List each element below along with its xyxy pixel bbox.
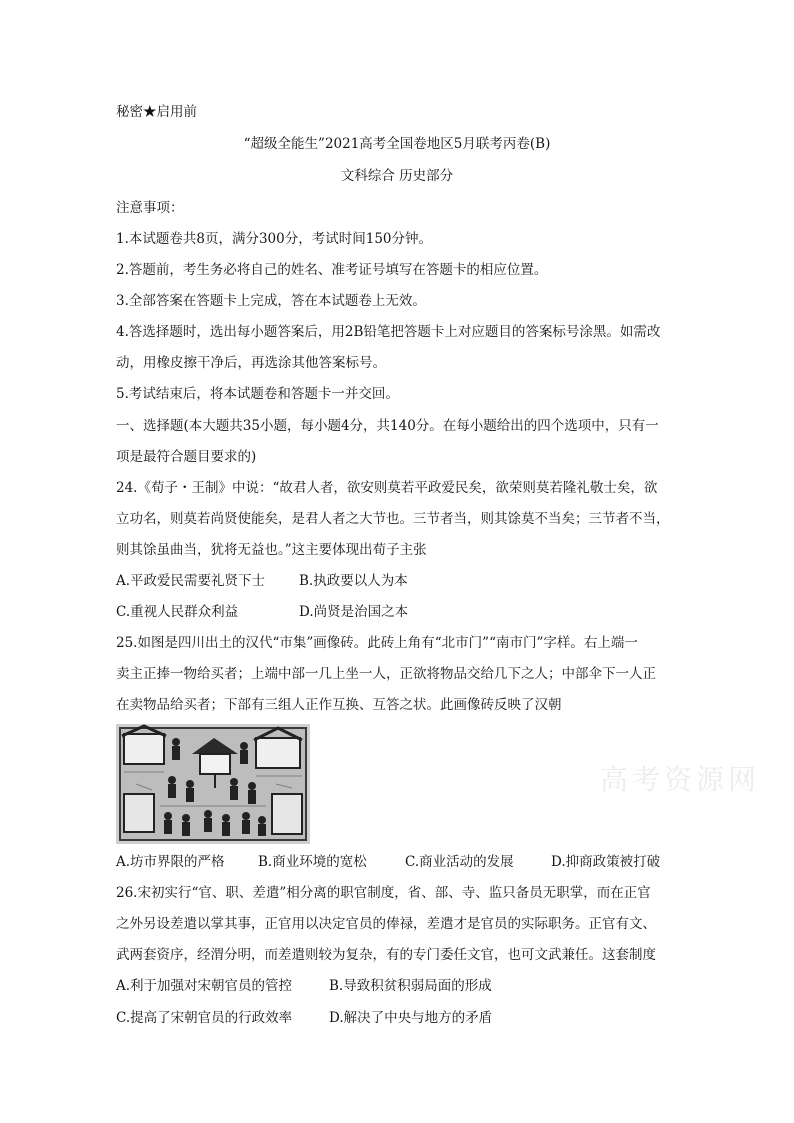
q25-option-b[interactable]: B.商业环境的宽松 (258, 854, 367, 870)
q26-option-a[interactable]: A.利于加强对宋朝官员的管控 (116, 978, 293, 994)
q25-option-a[interactable]: A.坊市界限的严格 (116, 854, 225, 870)
exam-title: “超级全能生”2021高考全国卷地区5月联考丙卷(B) (243, 136, 551, 152)
exam-subtitle: 文科综合 历史部分 (340, 168, 454, 184)
q26-option-d[interactable]: D.解决了中央与地方的矛盾 (329, 1010, 493, 1026)
notes-heading: 注意事项： (116, 200, 184, 216)
q26-option-c[interactable]: C.提高了宋朝官员的行政效率 (116, 1010, 293, 1026)
note-3: 3.全部答案在答题卡上完成，答在本试题卷上无效。 (116, 293, 426, 309)
note-4-line-2: 动，用橡皮擦干净后，再选涂其他答案标号。 (116, 355, 386, 371)
watermark: 高考资源网 (600, 763, 761, 796)
han-market-brick-image (116, 724, 310, 844)
q24-option-d[interactable]: D.尚贤是治国之本 (299, 604, 409, 620)
note-5: 5.考试结束后，将本试题卷和答题卡一并交回。 (116, 386, 399, 402)
secret-label: 秘密★启用前 (116, 104, 197, 120)
q24-stem-line-3: 则其馀虽曲当，犹将无益也。”这主要体现出荀子主张 (116, 542, 427, 558)
q24-stem-line-2: 立功名，则莫若尚贤使能矣，是君人者之大节也。三节者当，则其馀莫不当矣；三节者不当， (116, 511, 670, 527)
q25-option-d[interactable]: D.抑商政策被打破 (551, 854, 661, 870)
q24-option-b[interactable]: B.执政要以人为本 (299, 573, 408, 589)
q24-stem-line-1: 24.《荀子・王制》中说：“故君人者，欲安则莫若平政爱民矣，欲荣则莫若隆礼敬士矣，欲 (116, 480, 658, 496)
q26-stem-line-1: 26.宋初实行“官、职、差遣”相分离的职官制度，省、部、寺、监只备员无职掌，而在正官 (116, 885, 651, 901)
q26-stem-line-2: 之外另设差遣以掌其事，正官用以决定官员的俸禄，差遣才是官员的实际职务。正官有文、 (116, 916, 656, 932)
q24-option-c[interactable]: C.重视人民群众利益 (116, 604, 239, 620)
q25-stem-line-2: 卖主正捧一物给买者；上端中部一几上坐一人，正欲将物品交给几下之人；中部伞下一人正 (116, 666, 656, 682)
note-2: 2.答题前，考生务必将自己的姓名、准考证号填写在答题卡的相应位置。 (116, 262, 548, 278)
q25-option-c[interactable]: C.商业活动的发展 (405, 854, 514, 870)
q25-stem-line-3: 在卖物品给买者；下部有三组人正作互换、互答之状。此画像砖反映了汉朝 (116, 697, 562, 713)
note-1: 1.本试题卷共8页，满分300分，考试时间150分钟。 (116, 231, 433, 247)
note-4-line-1: 4.答选择题时，选出每小题答案后，用2B铅笔把答题卡上对应题目的答案标号涂黑。如需改 (116, 324, 661, 340)
q25-stem-line-1: 25.如图是四川出土的汉代“市集”画像砖。此砖上角有“北市门”“南市门”字样。右上端一 (116, 635, 638, 651)
q26-option-b[interactable]: B.导致积贫积弱局面的形成 (329, 978, 492, 994)
section-instruction-line-1: 一、选择题(本大题共35小题，每小题4分，共140分。在每小题给出的四个选项中，只有一 (116, 418, 659, 434)
q24-option-a[interactable]: A.平政爱民需要礼贤下士 (116, 573, 266, 589)
section-instruction-line-2: 项是最符合题目要求的) (116, 449, 257, 465)
q26-stem-line-3: 武两套资序，经渭分明，而差遣则较为复杂，有的专门委任文官，也可文武兼任。这套制度 (116, 947, 656, 963)
